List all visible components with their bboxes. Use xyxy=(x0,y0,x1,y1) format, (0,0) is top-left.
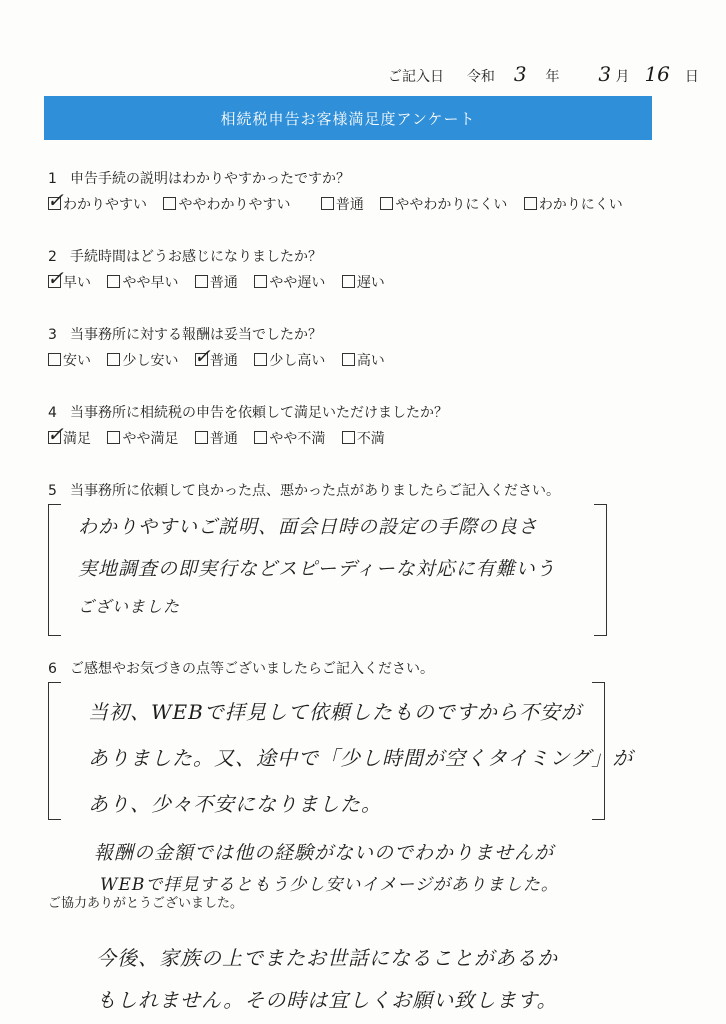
q3-option[interactable]: ✓ 普通 xyxy=(193,344,238,369)
extra-note-line: 今後、家族の上でまたお世話になることがあるか xyxy=(96,946,558,970)
q3-option[interactable]: 安い xyxy=(48,350,91,370)
thanks-text: ご協力ありがとうございました。 xyxy=(48,896,244,911)
checkmark-icon: ✓ xyxy=(47,422,64,446)
question-2-text: 手続時間はどうお感じになりましたか？ xyxy=(70,249,322,265)
checkbox-checked[interactable] xyxy=(47,266,64,290)
answer-6-bracket-left xyxy=(48,682,61,820)
q1-option[interactable]: ややわかりやすい xyxy=(163,194,290,214)
extra-note-line: もしれません。その時は宜しくお願い致します。 xyxy=(96,988,558,1012)
checkbox[interactable] xyxy=(195,275,208,288)
checkbox[interactable] xyxy=(342,353,355,366)
survey-title-banner xyxy=(44,96,652,140)
answer-6-continuation-line: 報酬の金額では他の経験がないのでわかりませんが xyxy=(94,842,555,864)
q1-option[interactable]: ややわかりにくい xyxy=(380,194,507,214)
checkbox-checked[interactable] xyxy=(193,344,211,368)
checkbox[interactable] xyxy=(107,431,120,444)
question-2-options xyxy=(47,266,397,292)
checkbox[interactable] xyxy=(342,275,355,288)
checkbox[interactable] xyxy=(321,197,334,210)
q4-option[interactable]: ✓ 満足 xyxy=(47,422,91,447)
q1-option[interactable]: わかりにくい xyxy=(524,194,623,214)
q2-option[interactable]: やや遅い xyxy=(254,272,325,292)
day-unit: 日 xyxy=(684,69,699,85)
month-unit: 月 xyxy=(615,69,630,85)
question-4-options xyxy=(47,422,397,448)
day-value: 16 xyxy=(644,62,670,86)
checkbox[interactable] xyxy=(107,275,120,288)
question-1: 1 申告手続の説明はわかりやすかったですか？ xyxy=(48,171,350,187)
year-value: 3 xyxy=(513,62,527,86)
q2-option[interactable]: やや早い xyxy=(107,272,178,292)
answer-6-line: 当初、WEBで拝見して依頼したものですから不安が xyxy=(88,700,582,724)
question-6: 6 ご感想やお気づきの点等ございましたらご記入ください。 xyxy=(48,661,434,677)
question-3-text: 当事務所に対する報酬は妥当でしたか？ xyxy=(70,327,322,343)
question-4: 4 当事務所に相続税の申告を依頼して満足いただけましたか？ xyxy=(48,405,448,421)
question-6-text: ご感想やお気づきの点等ございましたらご記入ください。 xyxy=(70,661,434,677)
q1-option[interactable]: 普通 xyxy=(321,194,364,214)
checkbox-checked[interactable] xyxy=(47,422,64,446)
checkbox[interactable] xyxy=(254,353,267,366)
checkbox[interactable] xyxy=(254,275,267,288)
q4-option[interactable]: 不満 xyxy=(342,428,385,448)
checkbox[interactable] xyxy=(48,353,61,366)
answer-5-handwriting[interactable] xyxy=(78,512,556,617)
q3-option[interactable]: 高い xyxy=(342,350,385,370)
checkmark-icon: ✓ xyxy=(47,266,64,290)
checkbox[interactable] xyxy=(342,431,355,444)
checkmark-icon: ✓ xyxy=(47,188,64,212)
q3-option[interactable]: 少し高い xyxy=(254,350,325,370)
q4-option[interactable]: やや満足 xyxy=(107,428,178,448)
question-1-options xyxy=(47,188,635,214)
checkbox[interactable] xyxy=(195,431,208,444)
question-1-text: 申告手続の説明はわかりやすかったですか？ xyxy=(70,171,350,187)
question-4-text: 当事務所に相続税の申告を依頼して満足いただけましたか？ xyxy=(70,405,448,421)
question-2: 2 手続時間はどうお感じになりましたか？ xyxy=(48,249,322,265)
q1-option[interactable]: ✓ わかりやすい xyxy=(47,188,147,213)
q2-option[interactable]: ✓ 早い xyxy=(47,266,91,291)
q2-option[interactable]: 遅い xyxy=(342,272,385,292)
answer-5-bracket-left xyxy=(48,504,61,636)
checkbox[interactable] xyxy=(163,197,176,210)
answer-5-line: ございました xyxy=(78,597,181,616)
survey-title: 相続税申告お客様満足度アンケート xyxy=(220,109,476,128)
date-label: ご記入日 xyxy=(388,69,444,85)
question-3-options xyxy=(48,344,397,370)
checkbox[interactable] xyxy=(380,197,393,210)
question-5-text: 当事務所に依頼して良かった点、悪かった点がありましたらご記入ください。 xyxy=(70,483,560,499)
year-unit: 年 xyxy=(545,69,560,85)
answer-6-handwriting[interactable] xyxy=(88,696,633,817)
date-row xyxy=(388,62,699,86)
answer-6-line: ありました。又、途中で「少し時間が空くタイミング」が xyxy=(88,746,634,770)
era-label: 令和 xyxy=(466,69,495,85)
answer-5-line: わかりやすいご説明、面会日時の設定の手際の良さ xyxy=(78,516,539,538)
question-5: 5 当事務所に依頼して良かった点、悪かった点がありましたらご記入ください。 xyxy=(48,483,560,499)
q4-option[interactable]: やや不満 xyxy=(254,428,325,448)
answer-5-bracket-right xyxy=(594,504,607,636)
checkbox-checked[interactable] xyxy=(47,188,64,212)
q4-option[interactable]: 普通 xyxy=(195,428,238,448)
question-3: 3 当事務所に対する報酬は妥当でしたか？ xyxy=(48,327,322,343)
checkbox[interactable] xyxy=(524,197,537,210)
q3-option[interactable]: 少し安い xyxy=(107,350,178,370)
answer-6-continuation-line: WEBで拝見するともう少し安いイメージがありました。 xyxy=(100,875,559,895)
month-value: 3 xyxy=(598,62,612,86)
checkbox[interactable] xyxy=(254,431,267,444)
answer-5-line: 実地調査の即実行などスピーディーな対応に有難いう xyxy=(78,558,556,580)
checkmark-icon: ✓ xyxy=(193,344,211,368)
checkbox[interactable] xyxy=(107,353,120,366)
answer-6-line: あり、少々不安になりました。 xyxy=(88,792,382,816)
q2-option[interactable]: 普通 xyxy=(195,272,238,292)
